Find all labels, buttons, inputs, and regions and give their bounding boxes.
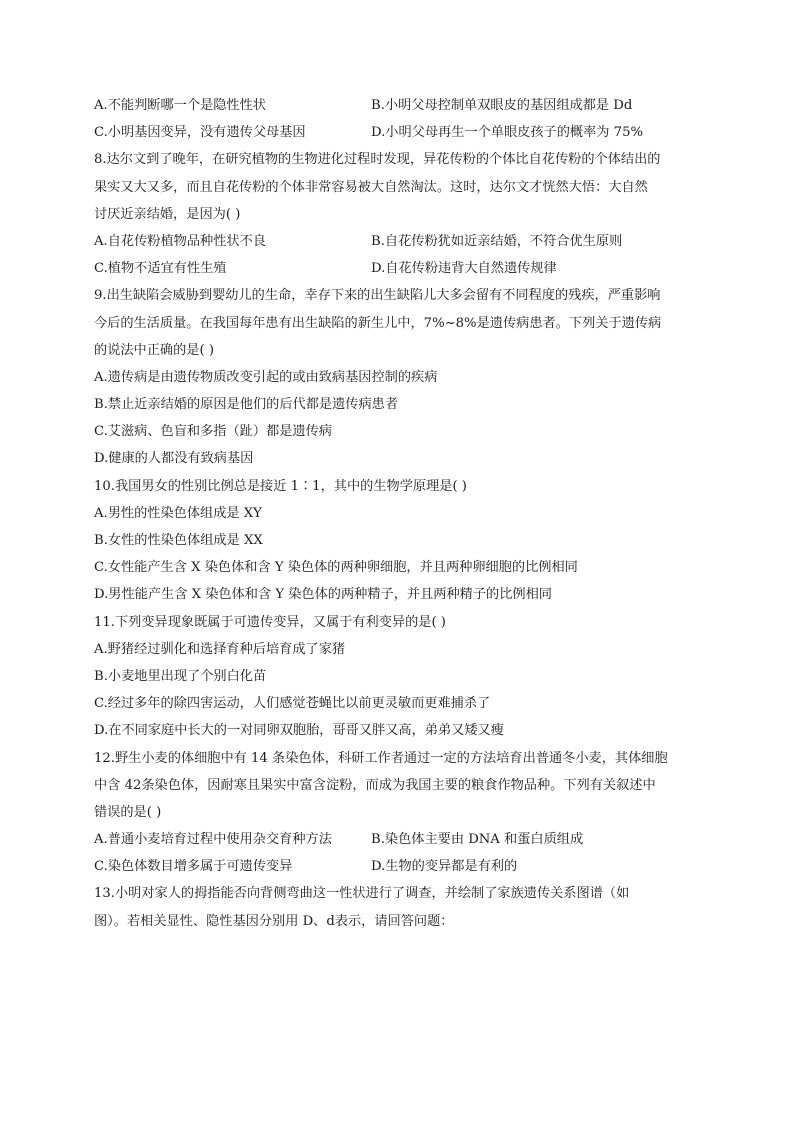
q8-options-row-1 — [94, 228, 704, 255]
q11-stem: 11.下列变异现象既属于可遗传变异，又属于有利变异的是( ) — [94, 614, 446, 630]
q9-stem-line-3: 的说法中正确的是( ) — [94, 342, 214, 358]
q12-stem-line-3: 错误的是( ) — [94, 804, 162, 820]
q12-options-row-1 — [94, 826, 704, 853]
q8-stem-line-1: 8.达尔文到了晚年，在研究植物的生物进化过程时发现，异花传粉的个体比自花传粉的个体结出的 — [94, 152, 661, 168]
q7-options-row-2 — [94, 119, 704, 146]
q12-option-a: A.普通小麦培育过程中使用杂交育种方法 — [94, 832, 332, 848]
q7-option-c: C.小明基因变异，没有遗传父母基因 — [94, 125, 306, 141]
q12-stem-line-1: 12.野生小麦的体细胞中有 14 条染色体，科研工作者通过一定的方法培育出普通冬小麦，其体细胞 — [94, 750, 668, 766]
q7-options-row-1 — [94, 92, 704, 119]
q10-option-c: C.女性能产生含 X 染色体和含 Y 染色体的两种卵细胞，并且两种卵细胞的比例相同 — [94, 560, 578, 576]
q13-stem-line-2: 图）。若相关显性、隐性基因分别用 D、d表示，请回答问题： — [94, 913, 454, 929]
exam-page — [94, 92, 704, 935]
q9-option-b: B.禁止近亲结婚的原因是他们的后代都是遗传病患者 — [94, 397, 399, 413]
q11-option-a: A.野猪经过驯化和选择育种后培育成了家猪 — [94, 641, 346, 657]
q8-option-b: B.自花传粉犹如近亲结婚，不符合优生原则 — [371, 233, 623, 249]
q8-option-d: D.自花传粉违背大自然遗传规律 — [371, 261, 557, 277]
q8-option-a: A.自花传粉植物品种性状不良 — [94, 233, 266, 249]
q10-stem: 10.我国男女的性别比例总是接近 1∶1，其中的生物学原理是( ) — [94, 478, 467, 494]
q8-stem-line-3: 讨厌近亲结婚，是因为( ) — [94, 206, 241, 222]
q11-option-d: D.在不同家庭中长大的一对同卵双胞胎，哥哥又胖又高，弟弟又矮又瘦 — [94, 723, 504, 739]
q7-option-a: A.不能判断哪一个是隐性性状 — [94, 98, 266, 113]
q12-option-d: D.生物的变异都是有利的 — [371, 859, 518, 875]
q9-stem-line-2: 今后的生活质量。在我国每年患有出生缺陷的新生儿中，7%~8%是遗传病患者。下列关于遗传病 — [94, 315, 662, 331]
q9-option-d: D.健康的人都没有致病基因 — [94, 451, 254, 467]
q8-stem-line-2: 果实又大又多，而且自花传粉的个体非常容易被大自然淘汰。这时，达尔文才恍然大悟：大自然 — [94, 179, 648, 195]
q10-option-a: A.男性的性染色体组成是 XY — [94, 505, 262, 521]
q7-option-b: B.小明父母控制单双眼皮的基因组成都是 Dd — [371, 98, 633, 113]
q12-option-b: B.染色体主要由 DNA 和蛋白质组成 — [371, 832, 584, 848]
q8-options-row-2 — [94, 255, 704, 282]
q10-option-b: B.女性的性染色体组成是 XX — [94, 533, 263, 548]
q8-option-c: C.植物不适宜有性生殖 — [94, 261, 227, 277]
q9-stem-line-1: 9.出生缺陷会威胁到婴幼儿的生命，幸存下来的出生缺陷儿大多会留有不同程度的残疾，严重影响 — [94, 288, 661, 304]
q13-stem-line-1: 13.小明对家人的拇指能否向背侧弯曲这一性状进行了调查，并绘制了家族遗传关系图谱（如 — [94, 886, 630, 902]
q12-stem-line-2: 中含 42条染色体，因耐寒且果实中富含淀粉，而成为我国主要的粮食作物品种。下列有关叙述中 — [94, 777, 656, 793]
q10-option-d: D.男性能产生含 X 染色体和含 Y 染色体的两种精子，并且两种精子的比例相同 — [94, 587, 552, 603]
q9-option-a: A.遗传病是由遗传物质改变引起的或由致病基因控制的疾病 — [94, 369, 438, 385]
q12-option-c: C.染色体数目增多属于可遗传变异 — [94, 859, 293, 875]
q9-option-c: C.艾滋病、色盲和多指（趾）都是遗传病 — [94, 424, 332, 440]
q11-option-b: B.小麦地里出现了个别白化苗 — [94, 668, 267, 684]
q11-option-c: C.经过多年的除四害运动，人们感觉苍蝇比以前更灵敏而更难捕杀了 — [94, 696, 491, 712]
q12-options-row-2 — [94, 853, 704, 880]
q7-option-d: D.小明父母再生一个单眼皮孩子的概率为 75% — [371, 125, 643, 141]
